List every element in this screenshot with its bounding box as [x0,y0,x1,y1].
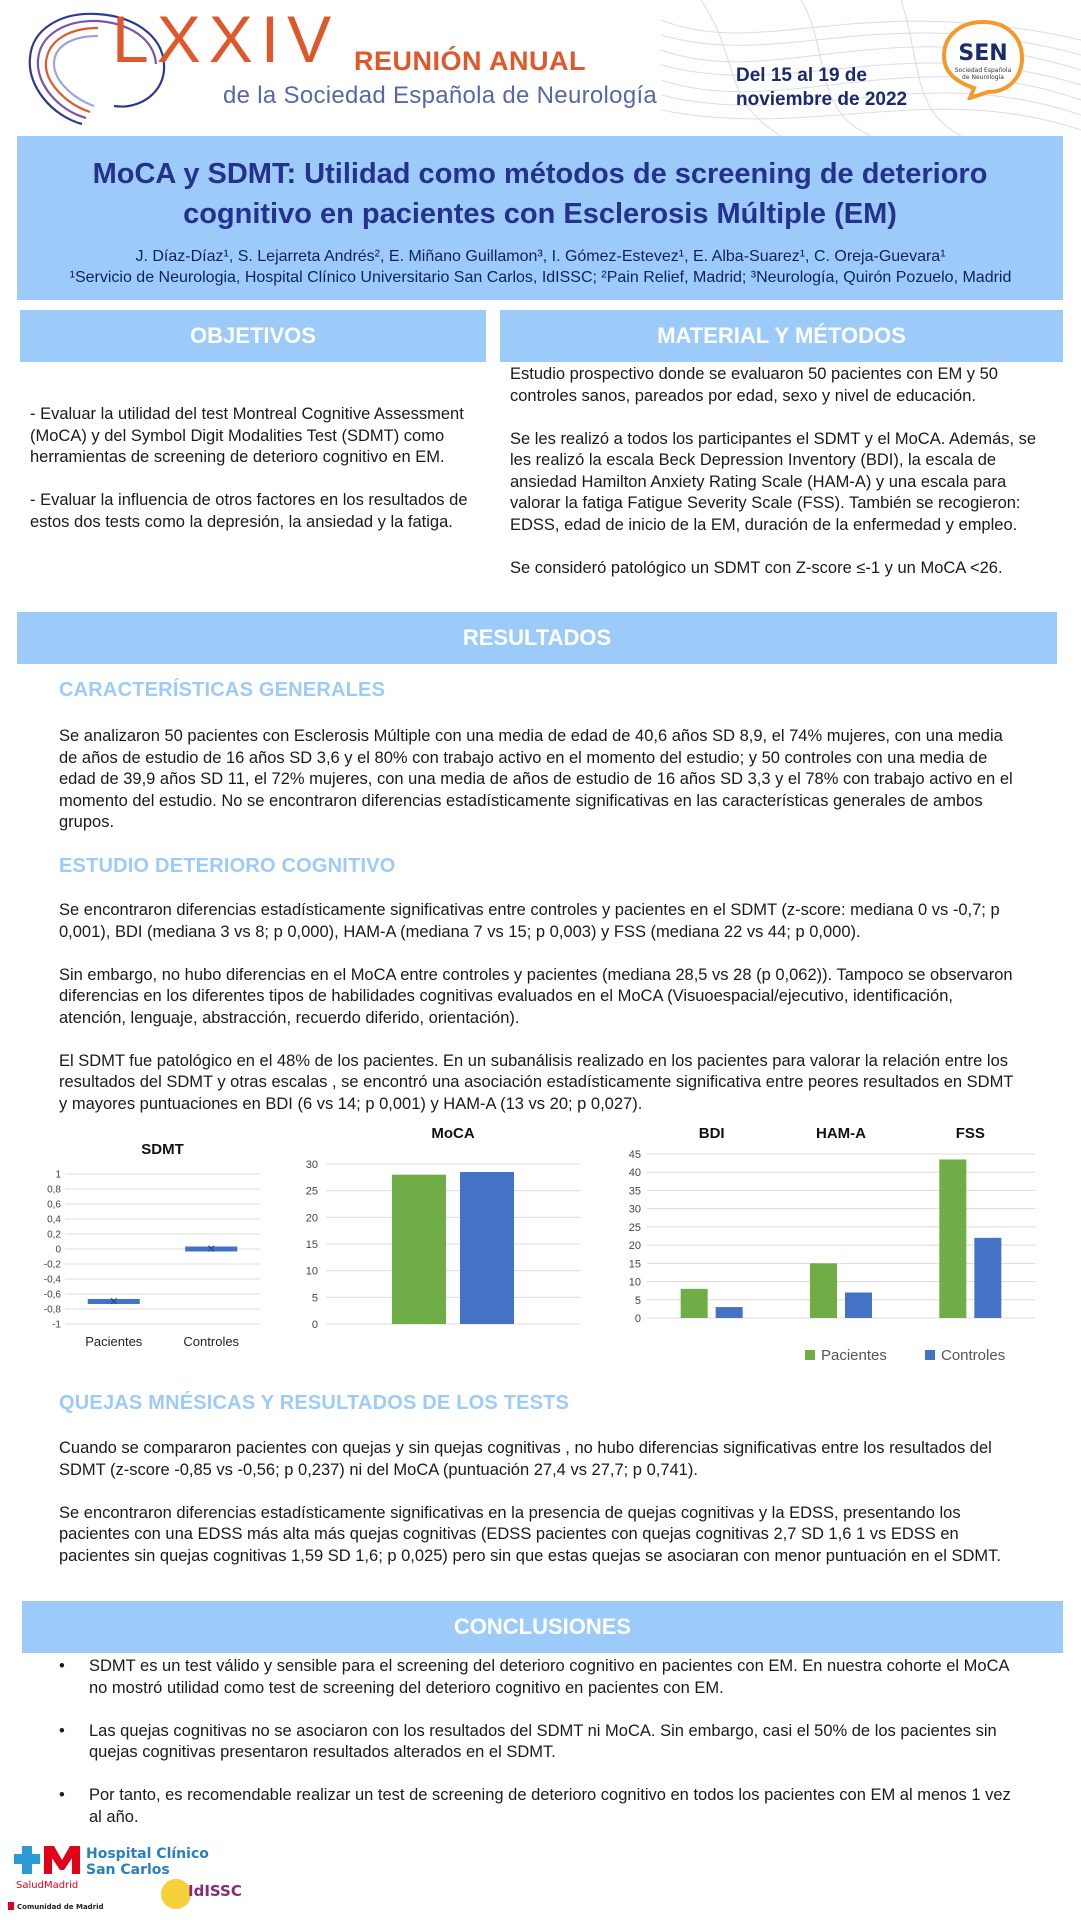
title-line-1: MoCA y SDMT: Utilidad como métodos de screening de deterioro [92,158,988,190]
legend-swatch [805,1350,815,1360]
quejas-heading: QUEJAS MNÉSICAS Y RESULTADOS DE LOS TESTS [59,1392,570,1414]
y-tick-label: 25 [305,1185,318,1198]
resultados-heading: RESULTADOS [17,612,1057,664]
bar-pacientes [681,1289,708,1318]
y-tick-label: 0 [311,1319,318,1331]
sen-logo-text: SEN [958,41,1008,66]
objetivos-text [30,404,480,555]
y-tick-label: -0,2 [43,1259,61,1271]
idissc-logo [161,1879,242,1909]
deterioro-paragraph-3: El SDMT fue patológico en el 48% de los pacientes. En un subanálisis realizado en los pacientes para valorar la relación entre los resultados del SDMT y otras escalas , se encontró una asociación estadísticamente significativa entre peores resultados en SDMT y mayores puntuaciones en BDI (6 vs 14; p 0,001) y HAM-A (13 vs 20; p 0,027). [59,1051,1014,1113]
y-tick-label: 0,4 [47,1214,61,1226]
salud-madrid-text: SaludMadrid [16,1880,79,1891]
y-tick-label: 0 [55,1244,61,1256]
objetivos-paragraph-1: - Evaluar la utilidad del test Montreal Cognitive Assessment (MoCA) y del Symbol Digit Modalities Test (SDMT) como herramientas de screening de deterioro cognitivo en EM. [30,405,464,466]
y-tick-label: 10 [628,1276,641,1289]
y-tick-label: -0,8 [43,1304,61,1316]
conclusiones-list-wrap [59,1656,1019,1850]
caracteristicas-paragraph: Se analizaron 50 pacientes con Esclerosis Múltiple con una media de edad de 40,6 años SD 8,9, el 74% mujeres, con una media de años de estudio de 16 años SD 3,6 y el 80% con trabajo activo en el momento del estudio; y 50 controles con una media de edad de 39,9 años SD 11, el 72% mujeres, con una media de años de estudio de 16 años SD 3,3 y el 78% con trabajo activo en el momento del estudio. No se encontraron diferencias estadísticamente significativas en las características generales de ambos grupos. [59,727,1013,831]
sen-logo-sub1: Sociedad Española [954,67,1012,74]
bar-pacientes [810,1263,837,1318]
bar-pacientes [392,1175,446,1324]
objetivos-paragraph-2: - Evaluar la influencia de otros factores en los resultados de estos dos tests como la depresión, la ansiedad y la fatiga. [30,491,468,531]
deterioro-text [59,900,1024,1137]
hospital-name-1: Hospital Clínico [86,1846,209,1862]
caracteristicas-heading: CARACTERÍSTICAS GENERALES [59,679,386,701]
author-list: J. Díaz-Díaz¹, S. Lejarreta Andrés², E. Miñano Guillamon³, I. Gómez-Estevez¹, E. Alba-Suarez¹, C. Oreja-Guevara¹ [135,248,946,265]
y-tick-label: 5 [634,1294,641,1307]
hospital-name-2: San Carlos [86,1862,170,1878]
y-tick-label: 35 [628,1185,641,1198]
y-tick-label: 15 [305,1239,318,1251]
moca-chart [290,1120,590,1340]
scales-chart [625,1120,1045,1380]
congress-subtitle: REUNIÓN ANUAL [354,46,586,76]
legend-label: Controles [941,1347,1006,1364]
y-tick-label: 5 [311,1292,318,1305]
metodos-text [510,364,1060,601]
society-name: de la Sociedad Española de Neurología [223,82,658,109]
deterioro-paragraph-2: Sin embargo, no hubo diferencias en el MoCA entre controles y pacientes (mediana 28,5 vs 28 (p 0,062)). Tampoco se observaron diferencias en los diferentes tipos de habilidades cognitivas evaluados en el MoCA (Visuoespacial/ejecutivo, identificación, atención, lenguaje, abstracción, recuerdo diferido, orientación). [59,965,1013,1027]
y-tick-label: 1 [55,1169,61,1181]
conclusiones-list [59,1656,1019,1828]
metodos-paragraph-1: Estudio prospectivo donde se evaluaron 50 pacientes con EM y 50 controles sanos, pareados por edad, sexo y nivel de educación. [510,365,998,405]
metodos-paragraph-3: Se consideró patológico un SDMT con Z-score ≤-1 y un MoCA <26. [510,558,1003,577]
y-tick-label: -1 [52,1319,61,1331]
quejas-text [59,1438,1024,1589]
data-point-marker: × [109,1293,118,1309]
y-tick-label: 0,8 [47,1184,61,1196]
x-tick-label: Controles [183,1334,240,1349]
metodos-heading: MATERIAL Y MÉTODOS [500,310,1063,362]
deterioro-heading: ESTUDIO DETERIORO COGNITIVO [59,855,396,877]
y-tick-label: 20 [305,1212,318,1225]
y-tick-label: 10 [305,1265,318,1278]
sdmt-chart [40,1130,270,1350]
authors-block [0,246,1081,288]
conclusion-item: • Las quejas cognitivas no se asociaron con los resultados del SDMT ni MoCA. Sin embargo, casi el 50% de los pacientes sin quejas cognitivas presentaron resultados alterados en el SDMT. [59,1721,1019,1764]
category-label: FSS [955,1125,985,1142]
y-tick-label: 0,6 [47,1199,61,1211]
objetivos-heading: OBJETIVOS [20,310,486,362]
y-tick-label: 30 [305,1159,318,1171]
y-tick-label: 20 [628,1240,641,1253]
date-line-2: noviembre de 2022 [736,89,908,110]
y-tick-label: 0,2 [47,1229,61,1241]
congress-date [736,64,936,112]
conclusiones-heading: CONCLUSIONES [22,1601,1063,1653]
y-tick-label: -0,6 [43,1289,61,1301]
deterioro-paragraph-1: Se encontraron diferencias estadísticamente significativas entre controles y pacientes en el SDMT (z-score: mediana 0 vs -0,7; p 0,001), BDI (mediana 3 vs 8; p 0,000), HAM-A (mediana 7 vs 15; p 0,003) y FSS (mediana 22 vs 44; p 0,000). [59,901,1000,941]
y-tick-label: 40 [628,1167,641,1180]
y-tick-label: 30 [628,1203,641,1216]
bar-controles [716,1307,743,1318]
y-tick-label: 0 [634,1313,641,1325]
bar-controles [460,1172,514,1324]
y-tick-label: 45 [628,1149,641,1161]
category-label: HAM-A [816,1125,866,1142]
category-label: BDI [698,1125,725,1142]
x-tick-label: Pacientes [85,1334,143,1349]
footer-logos [8,1838,268,1918]
y-tick-label: -0,4 [43,1274,61,1286]
data-point-marker: × [207,1241,216,1256]
bar-pacientes [939,1159,966,1318]
conclusion-item: • Por tanto, es recomendable realizar un test de screening de deterioro cognitivo en todos los pacientes con EM al menos 1 vez al año. [59,1785,1019,1828]
idissc-text: IdISSC [188,1882,242,1900]
poster-header [0,0,1081,136]
date-line-1: Del 15 al 19 de [736,65,867,86]
chart-title: SDMT [141,1141,184,1158]
conclusion-item: • SDMT es un test válido y sensible para el screening del deterioro cognitivo en pacientes con EM. En nuestra cohorte el MoCA no mostró utilidad como test de screening del deterioro cognitivo en pacientes con EM. [59,1656,1019,1699]
title-line-2: cognitivo en pacientes con Esclerosis Múltiple (EM) [183,198,897,230]
congress-number: LXXIV [112,2,340,76]
legend-swatch [925,1350,935,1360]
caracteristicas-text [59,726,1019,855]
sen-logo-sub2: de Neurología [962,74,1004,81]
quejas-paragraph-2: Se encontraron diferencias estadísticamente significativas en la presencia de quejas cognitivas y la EDSS, presentando los pacientes con una EDSS más alta más quejas cognitivas (EDSS pacientes con quejas cognitivas 2,7 SD 1,6 1 vs EDSS en pacientes sin quejas cognitivas 1,59 SD 1,6; p 0,025) pero sin que estas quejas se asociaran con menor puntuación en el SDMT. [59,1503,1001,1565]
sen-logo [940,18,1026,100]
poster-title [17,154,1063,234]
bar-controles [845,1292,872,1318]
bar-controles [974,1238,1001,1318]
chart-title: MoCA [431,1125,475,1142]
legend-label: Pacientes [821,1347,887,1364]
y-tick-label: 25 [628,1221,641,1234]
comunidad-madrid-text: Comunidad de Madrid [17,1903,104,1911]
quejas-paragraph-1: Cuando se compararon pacientes con quejas y sin quejas cognitivas , no hubo diferencias significativas entre los resultados del SDMT (z-score -0,85 vs -0,56; p 0,237) ni del MoCA (puntuación 27,4 vs 27,7; p 0,741). [59,1439,992,1479]
metodos-paragraph-2: Se les realizó a todos los participantes el SDMT y el MoCA. Además, se les realizó la escala Beck Depression Inventory (BDI), la escala de ansiedad Hamilton Anxiety Rating Scale (HAM-A) y una escala para valorar la fatiga Fatigue Severity Scale (FSS). También se recogieron: EDSS, edad de inicio de la EM, duración de la enfermedad y empleo. [510,429,1037,534]
affiliations: ¹Servicio de Neurologia, Hospital Clínico Universitario San Carlos, IdISSC; ²Pain Relief, Madrid; ³Neurología, Quirón Pozuelo, Madrid [69,269,1012,286]
y-tick-label: 15 [628,1258,641,1271]
